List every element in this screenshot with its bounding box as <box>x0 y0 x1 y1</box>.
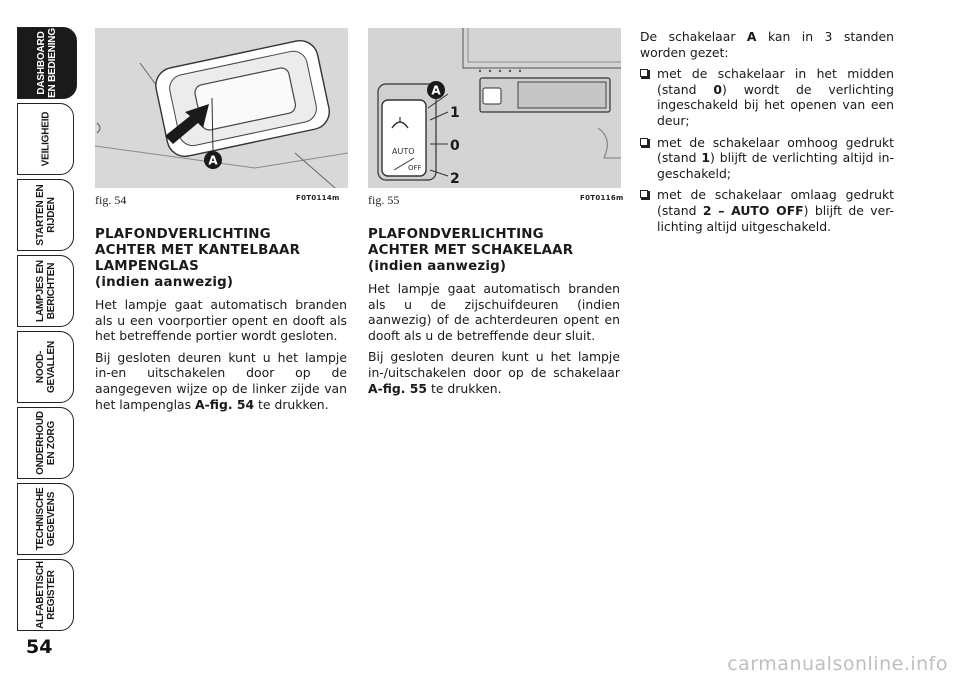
paragraph: De schakelaar A kan in 3 standen worden gezet: <box>640 29 894 60</box>
figure-marker: A <box>431 83 441 98</box>
checkbox-bullet-icon <box>640 69 648 77</box>
figure-54 <box>95 28 348 188</box>
tab-label: ONDERHOUD EN ZORG <box>34 411 57 475</box>
figure-caption: fig. 54 <box>95 193 127 207</box>
tab-label: DASHBOARD EN BEDIENING <box>36 28 58 98</box>
section-switch <box>368 227 620 402</box>
tab-dashboard[interactable] <box>17 27 77 99</box>
paragraph: Het lampje gaat automatisch branden als u de zijschuifdeuren (indien aanwezig) of de achterdeuren opent en dooft als u de betreffende deur sluit. <box>368 281 620 343</box>
section-tilting-lens <box>95 227 347 418</box>
section-heading: PLAFONDVERLICHTING ACHTER MET KANTELBAAR LAMPENGLAS (indien aanwezig) <box>95 227 301 290</box>
tab-starten[interactable] <box>17 179 74 251</box>
tab-technische[interactable] <box>17 483 74 555</box>
tab-noodgevallen[interactable] <box>17 331 74 403</box>
figure-marker: A <box>208 153 218 168</box>
position-label: 2 <box>450 171 460 187</box>
paragraph: Bij gesloten deuren kunt u het lampje in-/uitschakelen door op de schakelaar A-fig. 55 te drukken. <box>368 349 620 396</box>
list-item: met de schakelaar omhoog gedrukt (stand 1) blijft de verlichting altijd in-geschakeld; <box>640 135 894 182</box>
rear-lamp-illustration <box>95 28 348 188</box>
page-number: 54 <box>26 636 53 658</box>
checkbox-bullet-icon <box>640 138 648 146</box>
section-switch-positions <box>640 29 894 240</box>
paragraph: Het lampje gaat automatisch branden als u een voorportier opent en dooft als het betreffende portier wordt gesloten. <box>95 297 347 344</box>
position-label: 0 <box>450 138 460 154</box>
figure-caption: fig. 55 <box>368 193 400 207</box>
tab-label: TECHNISCHE GEGEVENS <box>34 487 57 551</box>
section-heading: PLAFONDVERLICHTING ACHTER MET SCHAKELAAR (indien aanwezig) <box>368 227 574 274</box>
list-item: met de schakelaar in het midden (stand 0) wordt de verlichting ingeschakeld bij het openen van een deur; <box>640 66 894 128</box>
tab-lampjes[interactable] <box>17 255 74 327</box>
figure-55 <box>368 28 621 188</box>
tab-label: NOOD- GEVALLEN <box>34 340 57 394</box>
figure-reference: A-fig. 55 <box>368 380 428 396</box>
tab-label: VEILIGHEID <box>40 111 51 167</box>
tab-register[interactable] <box>17 559 74 631</box>
paragraph: Bij gesloten deuren kunt u het lampje in-en uitschakelen door op de aangegeven wijze op de linker zijde van het lampenglas A-fig. 54 te drukken. <box>95 349 347 412</box>
tab-label: LAMPJES EN BERICHTEN <box>34 260 57 322</box>
position-label: 1 <box>450 105 460 121</box>
switch-label-auto: AUTO <box>392 147 415 156</box>
figure-code: F0T0114m <box>296 194 340 202</box>
tab-label: STARTEN EN RIJDEN <box>34 184 57 246</box>
watermark: carmanualsonline.info <box>727 653 948 675</box>
tab-veiligheid[interactable] <box>17 103 74 175</box>
tab-label: ALFABETISCH REGISTER <box>34 561 57 629</box>
list-item: met de schakelaar omlaag gedrukt (stand 2 – AUTO OFF) blijft de ver-lichting altijd uitgeschakeld. <box>640 187 894 234</box>
figure-code: F0T0116m <box>580 194 624 202</box>
switch-illustration <box>368 28 621 188</box>
figure-reference: A-fig. 54 <box>195 396 255 412</box>
checkbox-bullet-icon <box>640 190 648 198</box>
switch-label-off: OFF <box>408 164 422 172</box>
tab-onderhoud[interactable] <box>17 407 74 479</box>
